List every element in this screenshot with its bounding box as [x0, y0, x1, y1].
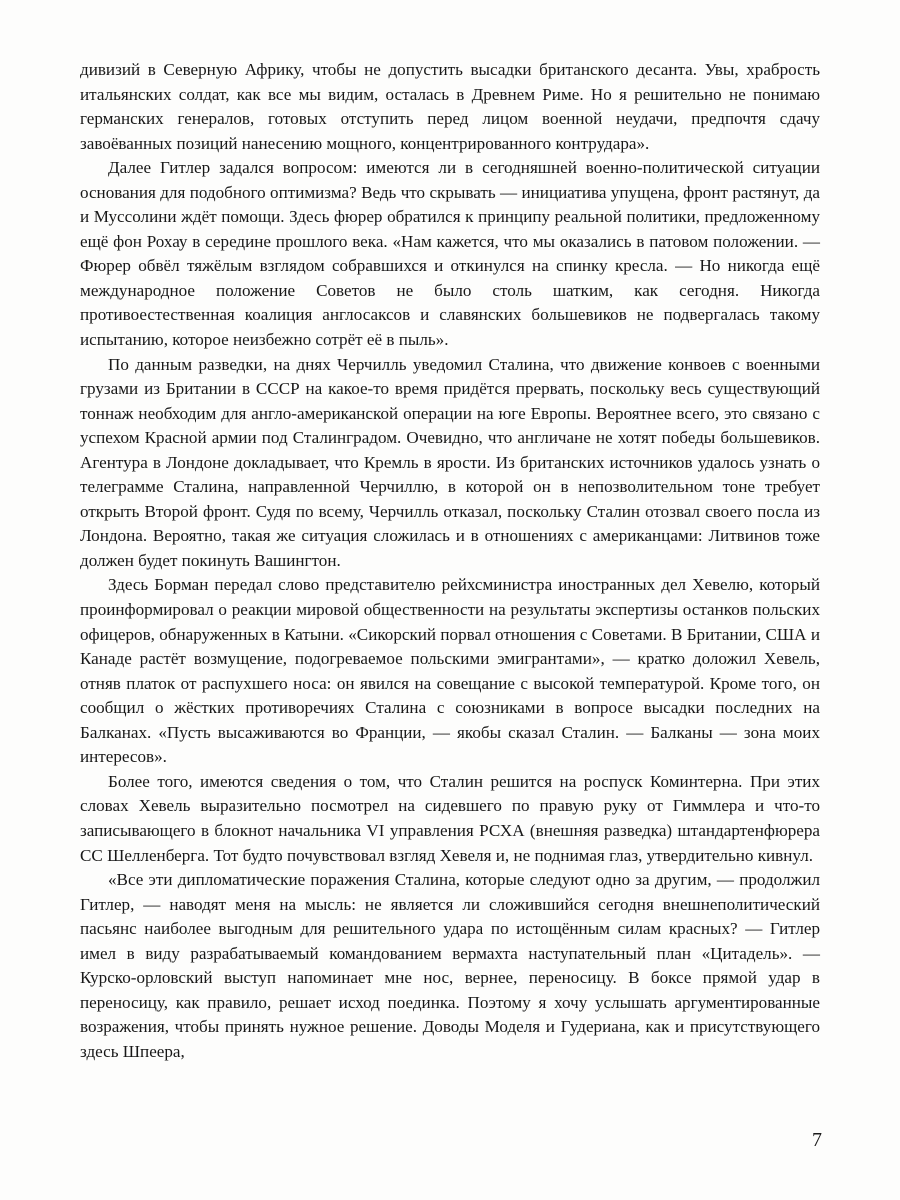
page-number: 7: [812, 1129, 822, 1151]
paragraph: «Все эти дипломатические поражения Сталина, которые следуют одно за другим, — продолжил Гитлер, — наводят меня на мысль: не является ли сложившийся сегодня внешнеполитический пасьянс наиболее выгодным для решительного удара по истощённым силам красных? — Гитлер имел в виду разрабатываемый командованием вермахта наступательный план «Цитадель». — Курско-орловский выступ напоминает мне нос, вернее, переносицу. В боксе прямой удар в переносицу, как правило, решает исход поединка. Поэтому я хочу услышать аргументированные возражения, чтобы принять нужное решение. Доводы Моделя и Гудериана, как и присутствующего здесь Шпеера,: [80, 870, 820, 1061]
paragraph: Более того, имеются сведения о том, что Сталин решится на роспуск Коминтерна. При этих словах Хевель выразительно посмотрел на сидевшего по правую руку от Гиммлера и что-то записывающего в блокнот начальника VI управления РСХА (внешняя разведка) штандартенфюрера СС Шелленберга. Тот будто почувствовал взгляд Хевеля и, не поднимая глаз, утвердительно кивнул.: [80, 771, 820, 865]
paragraph: Здесь Борман передал слово представителю рейхсминистра иностранных дел Хевелю, который проинформировал о реакции мировой общественности на результаты экспертизы останков польских офицеров, обнаруженных в Катыни. «Сикорский порвал отношения с Советами. В Британии, США и Канаде растёт возмущение, подогреваемое польскими эмигрантами», — кратко доложил Хевель, отняв платок от распухшего носа: он явился на совещание с высокой температурой. Кроме того, он сообщил о жёстких противоречиях Сталина с союзниками в вопросе высадки последних на Балканах. «Пусть высаживаются во Франции, — якобы сказал Сталин. — Балканы — зона моих интересов».: [80, 575, 820, 767]
paragraph: Далее Гитлер задался вопросом: имеются ли в сегодняшней военно-политической ситуации основания для подобного оптимизма? Ведь что скрывать — инициатива упущена, фронт растянут, да и Муссолини ждёт помощи. Здесь фюрер обратился к принципу реальной политики, предложенному ещё фон Рохау в середине прошлого века. «Нам кажется, что мы оказались в патовом положении. — Фюрер обвёл тяжёлым взглядом собравшихся и откинулся на спинку кресла. — Но никогда ещё международное положение Советов не было столь шатким, как сегодня. Никогда противоестественная коалиция англосаксов и славянских большевиков не подвергалась такому испытанию, которое неизбежно сотрёт её в пыль».: [80, 158, 820, 350]
body-text-column: [80, 58, 820, 1064]
paragraph: По данным разведки, на днях Черчилль уведомил Сталина, что движение конвоев с военными грузами из Британии в СССР на какое-то время придётся прервать, поскольку весь существующий тоннаж необходим для англо-американской операции на юге Европы. Вероятнее всего, это связано с успехом Красной армии под Сталинградом. Очевидно, что англичане не хотят победы большевиков. Агентура в Лондоне докладывает, что Кремль в ярости. Из британских источников удалось узнать о телеграмме Сталина, направленной Черчиллю, в которой он в непозволительном тоне требует открыть Второй фронт. Судя по всему, Черчилль отказал, поскольку Сталин отозвал своего посла из Лондона. Вероятно, такая же ситуация сложилась и в отношениях с американцами: Литвинов тоже должен будет покинуть Вашингтон.: [80, 354, 820, 570]
paragraph: дивизий в Северную Африку, чтобы не допустить высадки британского десанта. Увы, храбрость итальянских солдат, как все мы видим, осталась в Древнем Риме. Но я решительно не понимаю германских генералов, готовых отступить перед лицом военной неудачи, предпочтя сдачу завоёванных позиций нанесению мощного, концентрированного контрудара».: [80, 60, 820, 153]
